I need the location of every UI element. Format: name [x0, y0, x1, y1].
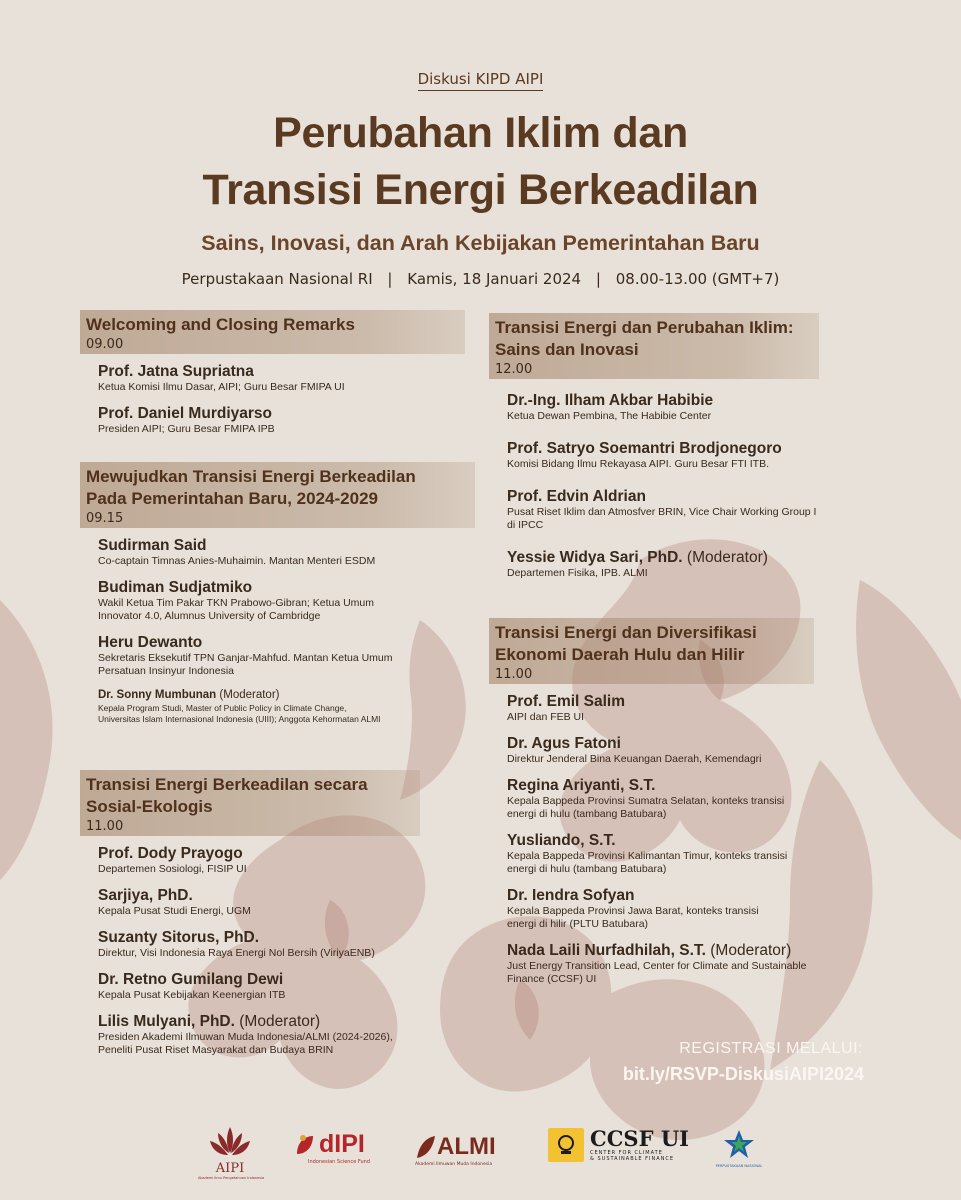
section-header: [80, 462, 475, 528]
speaker-role: Kepala Bappeda Provinsi Jawa Barat, konteks transisi: [507, 905, 759, 917]
perpusnas-logo: [712, 1128, 766, 1178]
speaker: [98, 536, 475, 568]
speaker-name: Prof. Emil Salim: [507, 693, 626, 710]
speaker-name: [98, 1012, 420, 1031]
speaker-name: Prof. Satryo Soemantri Brodjonegoro: [507, 440, 782, 457]
page-title: [0, 105, 961, 219]
speaker: [507, 886, 867, 931]
speaker-name: Prof. Daniel Murdiyarso: [98, 405, 272, 422]
speaker-role: Kepala Bappeda Provinsi Sumatra Selatan, konteks transisi: [507, 795, 785, 807]
speaker-role: Persatuan Insinyur Indonesia: [98, 665, 235, 677]
speaker-list: [489, 684, 867, 986]
speaker: [98, 928, 420, 960]
dipi-mark: [293, 1130, 385, 1159]
speaker-role: Pusat Riset Iklim dan Atmosfver BRIN, Vice Chair Working Group I: [507, 506, 817, 518]
almi-mark: [415, 1133, 520, 1161]
section-title-line-2: Sains dan Inovasi: [495, 340, 639, 359]
section-title-line-2: Sosial-Ekologis: [86, 797, 213, 816]
speaker: [98, 404, 465, 436]
speaker-name: Regina Ariyanti, S.T.: [507, 777, 656, 794]
speaker-role: energi di hulu (tambang Batubara): [507, 808, 667, 820]
moderator-tag: (Moderator): [219, 689, 280, 701]
registration-link[interactable]: bit.ly/RSVP-DiskusiAIPI2024: [622, 1064, 864, 1084]
speaker-name-text: Lilis Mulyani, PhD.: [98, 1013, 235, 1030]
section-sosial-ekologis: [80, 770, 420, 1067]
speaker-name: Suzanty Sitorus, PhD.: [98, 929, 260, 946]
speaker-name: [507, 941, 867, 960]
speaker: [507, 831, 867, 876]
speaker-role: Presiden Akademi Ilmuwan Muda Indonesia/ALMI (2024-2026),: [98, 1031, 393, 1043]
section-header: [80, 770, 420, 836]
speaker-role: Universitas Islam Internasional Indonesia (UIII); Anggota Kehormatan ALMI: [98, 714, 381, 724]
speaker-list: [80, 528, 475, 725]
ccsf-tagline-2: & SUSTAINABLE FINANCE: [590, 1156, 675, 1162]
speaker-name: Prof. Dody Prayogo: [98, 845, 243, 862]
speaker: [507, 941, 867, 986]
kicker-text: Diskusi KIPD AIPI: [418, 70, 544, 91]
speaker-role: Just Energy Transition Lead, Center for Climate and Sustainable: [507, 960, 807, 972]
moderator-tag: (Moderator): [239, 1013, 321, 1030]
section-header: [80, 310, 465, 354]
dipi-tagline: Indonesian Science Fund: [307, 1159, 371, 1165]
section-title: Welcoming and Closing Remarks: [86, 315, 355, 334]
speaker-name: Dr. Iendra Sofyan: [507, 887, 635, 904]
separator: |: [387, 270, 393, 288]
speaker: [98, 688, 475, 725]
speaker-name: [507, 548, 819, 567]
speaker-role: Kepala Bappeda Provinsi Kalimantan Timur, konteks transisi: [507, 850, 788, 862]
aipi-lotus-icon: [198, 1125, 262, 1159]
speaker-list: [80, 836, 420, 1057]
ccsf-logo-text: CCSF UI: [590, 1126, 689, 1151]
speaker-role: Departemen Sosiologi, FISIP UI: [98, 863, 247, 875]
title-line-2: Transisi Energi Berkeadilan: [202, 166, 759, 214]
perpusnas-tagline: PERPUSTAKAAN NASIONAL: [715, 1164, 763, 1168]
speaker-name-text: Dr. Sonny Mumbunan: [98, 689, 217, 701]
speaker-role: Sekretaris Eksekutif TPN Ganjar-Mahfud. Mantan Ketua Umum: [98, 652, 393, 664]
speaker: [507, 734, 867, 766]
speaker-name: Sudirman Said: [98, 537, 207, 554]
dipi-leaf-icon: [293, 1132, 317, 1158]
ccsf-text-block: [590, 1128, 689, 1162]
registration-label: REGISTRASI MELALUI:: [679, 1040, 863, 1057]
speaker-role: Ketua Komisi Ilmu Dasar, AIPI; Guru Besar FMIPA UI: [98, 381, 345, 393]
speaker-name: Dr. Agus Fatoni: [507, 735, 621, 752]
speaker-role: Wakil Ketua Tim Pakar TKN Prabowo-Gibran; Ketua Umum: [98, 597, 375, 609]
section-time: 12.00: [495, 362, 533, 377]
section-ekonomi-daerah: [489, 618, 814, 996]
speaker-name: Heru Dewanto: [98, 634, 203, 651]
section-title-line-1: Transisi Energi dan Perubahan Iklim:: [495, 318, 794, 337]
speaker-role: Direktur, Visi Indonesia Raya Energi Nol Bersih (ViriyaENB): [98, 947, 375, 959]
event-time: 08.00-13.00 (GMT+7): [615, 270, 780, 288]
speaker: [98, 633, 475, 678]
event-kicker: [0, 70, 961, 88]
speaker-role: Kepala Program Studi, Master of Public Policy in Climate Change,: [98, 703, 347, 713]
section-sains-inovasi: [489, 313, 819, 590]
speaker-list: [80, 354, 465, 436]
speaker: [98, 1012, 420, 1057]
speaker-name: Yusliando, S.T.: [507, 832, 616, 849]
speaker-role: AIPI dan FEB UI: [507, 711, 585, 723]
speaker-role: Presiden AIPI; Guru Besar FMIPA IPB: [98, 423, 275, 435]
speaker: [98, 578, 475, 623]
section-time: 11.00: [86, 819, 124, 834]
speaker-name: Dr.-Ing. Ilham Akbar Habibie: [507, 392, 714, 409]
section-title-line-1: Mewujudkan Transisi Energi Berkeadilan: [86, 467, 416, 486]
speaker-role: Kepala Pusat Studi Energi, UGM: [98, 905, 251, 917]
speaker-name-text: Nada Laili Nurfadhilah, S.T.: [507, 942, 706, 959]
speaker-name-text: Yessie Widya Sari, PhD.: [507, 549, 683, 566]
dipi-logo: [293, 1130, 385, 1180]
speaker-role: energi di hulu (tambang Batubara): [507, 863, 667, 875]
speaker-role: Co-captain Timnas Anies-Muhaimin. Mantan Menteri ESDM: [98, 555, 376, 567]
speaker-role: Direktur Jenderal Bina Keuangan Daerah, Kemendagri: [507, 753, 762, 765]
speaker-name: [98, 688, 475, 703]
speaker: [507, 548, 819, 580]
section-time: 09.15: [86, 511, 124, 526]
speaker: [98, 970, 420, 1002]
speaker: [98, 362, 465, 394]
section-header: [489, 313, 819, 379]
speaker: [507, 439, 819, 471]
ccsf-mark: [548, 1128, 690, 1162]
speaker-name: Dr. Retno Gumilang Dewi: [98, 971, 284, 988]
speaker-name: Sarjiya, PhD.: [98, 887, 193, 904]
section-welcoming: [80, 310, 465, 446]
almi-leaf-icon: [415, 1134, 437, 1160]
speaker-role: Kepala Pusat Kebijakan Keenergian ITB: [98, 989, 286, 1001]
speaker-role: Komisi Bidang Ilmu Rekayasa AIPI. Guru Besar FTI ITB.: [507, 458, 770, 470]
speaker-role: Departemen Fisika, IPB. ALMI: [507, 567, 648, 579]
section-header: [489, 618, 814, 684]
event-info-line: [0, 270, 961, 288]
aipi-tagline: Akademi Ilmu Pengetahuan Indonesia: [198, 1176, 265, 1180]
speaker-role: di IPCC: [507, 519, 544, 531]
ui-makara-icon: [548, 1128, 584, 1162]
speaker: [507, 391, 819, 423]
speaker-role: energi di hilir (PLTU Batubara): [507, 918, 649, 930]
moderator-tag: (Moderator): [710, 942, 792, 959]
aipi-logo: [198, 1125, 265, 1180]
section-title-line-2: Ekonomi Daerah Hulu dan Hilir: [495, 645, 745, 664]
section-title-line-1: Transisi Energi dan Diversifikasi: [495, 623, 757, 642]
speaker-role: Innovator 4.0, Alumnus University of Cambridge: [98, 610, 321, 622]
almi-tagline: Akademi Ilmuwan Muda Indonesia: [415, 1162, 493, 1167]
section-time: 11.00: [495, 667, 533, 682]
dipi-logo-text: dIPI: [319, 1130, 365, 1158]
almi-logo-text: ALMI: [437, 1133, 496, 1160]
speaker-name: Budiman Sudjatmiko: [98, 579, 253, 596]
section-title-line-2: Pada Pemerintahan Baru, 2024-2029: [86, 489, 378, 508]
title-line-1: Perubahan Iklim dan: [273, 109, 688, 157]
aipi-logo-text: AIPI: [215, 1161, 245, 1176]
ccsf-ui-logo: [548, 1128, 690, 1178]
section-transisi-pemerintahan-baru: [80, 462, 475, 735]
section-title-line-1: Transisi Energi Berkeadilan secara: [86, 775, 368, 794]
speaker-name: Prof. Edvin Aldrian: [507, 488, 646, 505]
speaker: [507, 776, 867, 821]
speaker: [98, 844, 420, 876]
speaker-role: Peneliti Pusat Riset Masyarakat dan Budaya BRIN: [98, 1044, 334, 1056]
speaker-list: [489, 379, 819, 580]
page-subtitle: Sains, Inovasi, dan Arah Kebijakan Pemerintahan Baru: [201, 231, 760, 255]
moderator-tag: (Moderator): [686, 549, 768, 566]
speaker: [98, 886, 420, 918]
almi-logo: [415, 1133, 520, 1183]
ccsf-tagline-1: CENTER FOR CLIMATE: [590, 1150, 663, 1156]
section-time: 09.00: [86, 337, 124, 352]
venue: Perpustakaan Nasional RI: [181, 270, 373, 288]
event-date: Kamis, 18 Januari 2024: [407, 270, 582, 288]
speaker: [507, 692, 867, 724]
speaker: [507, 487, 819, 532]
separator: |: [595, 270, 601, 288]
speaker-name: Prof. Jatna Supriatna: [98, 363, 254, 380]
perpusnas-star-icon: [712, 1128, 766, 1160]
speaker-role: Ketua Dewan Pembina, The Habibie Center: [507, 410, 712, 422]
speaker-role: Finance (CCSF) UI: [507, 973, 597, 985]
